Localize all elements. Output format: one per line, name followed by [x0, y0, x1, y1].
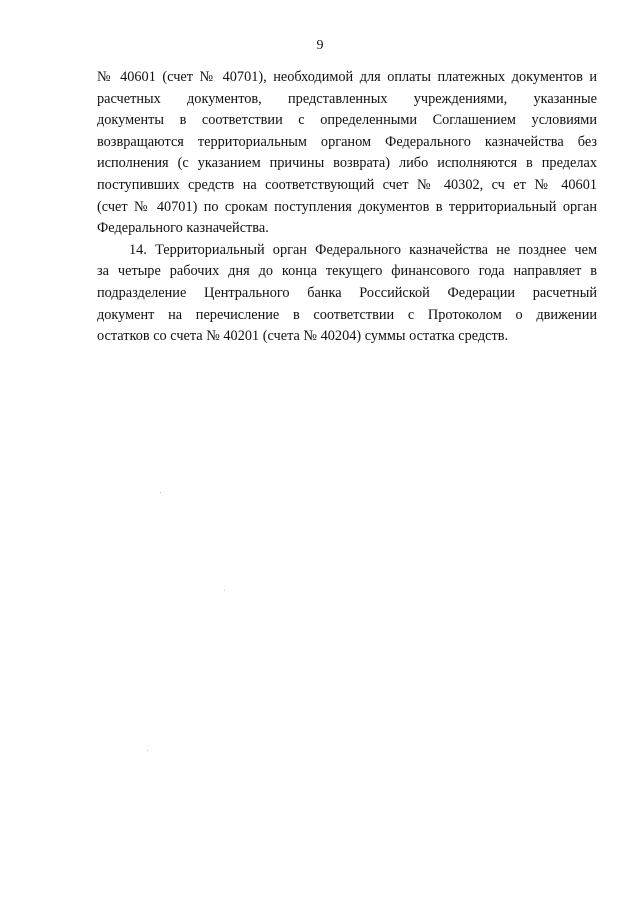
text-line: поступивших средств на соответствующий счет № 40302, сч ет № 40601	[97, 176, 597, 193]
text-line: исполнения (с указанием причины возврата) либо исполняются в пределах	[97, 155, 597, 172]
text-line: 14. Территориальный орган Федерального казначейства не позднее чем	[129, 241, 597, 258]
text-line: возвращаются территориальным органом Федерального казначейства без	[97, 133, 597, 150]
text-line: (счет № 40701) по срокам поступления документов в территориальный орган	[97, 198, 597, 215]
page-number: 9	[316, 38, 324, 53]
text-line: документы в соответствии с определенными Соглашением условиями	[97, 112, 597, 129]
text-line: расчетных документов, представленных учреждениями, указанные	[97, 90, 597, 107]
paragraph-item-14	[97, 240, 597, 348]
scan-speck	[224, 590, 225, 591]
scan-speck	[160, 492, 161, 493]
text-line: подразделение Центрального банка Российской Федерации расчетный	[97, 284, 597, 301]
document-body	[97, 67, 597, 348]
text-line: за четыре рабочих дня до конца текущего финансового года направляет в	[97, 263, 597, 280]
text-line: остатков со счета № 40201 (счета № 40204) суммы остатка средств.	[97, 328, 509, 345]
text-line: № 40601 (счет № 40701), необходимой для оплаты платежных документов и	[97, 69, 597, 85]
text-line: Федерального казначейства.	[97, 220, 269, 237]
text-line: документ на перечисление в соответствии с Протоколом о движении	[97, 306, 597, 323]
paragraph-continuation	[97, 67, 597, 240]
scan-speck	[147, 750, 148, 751]
